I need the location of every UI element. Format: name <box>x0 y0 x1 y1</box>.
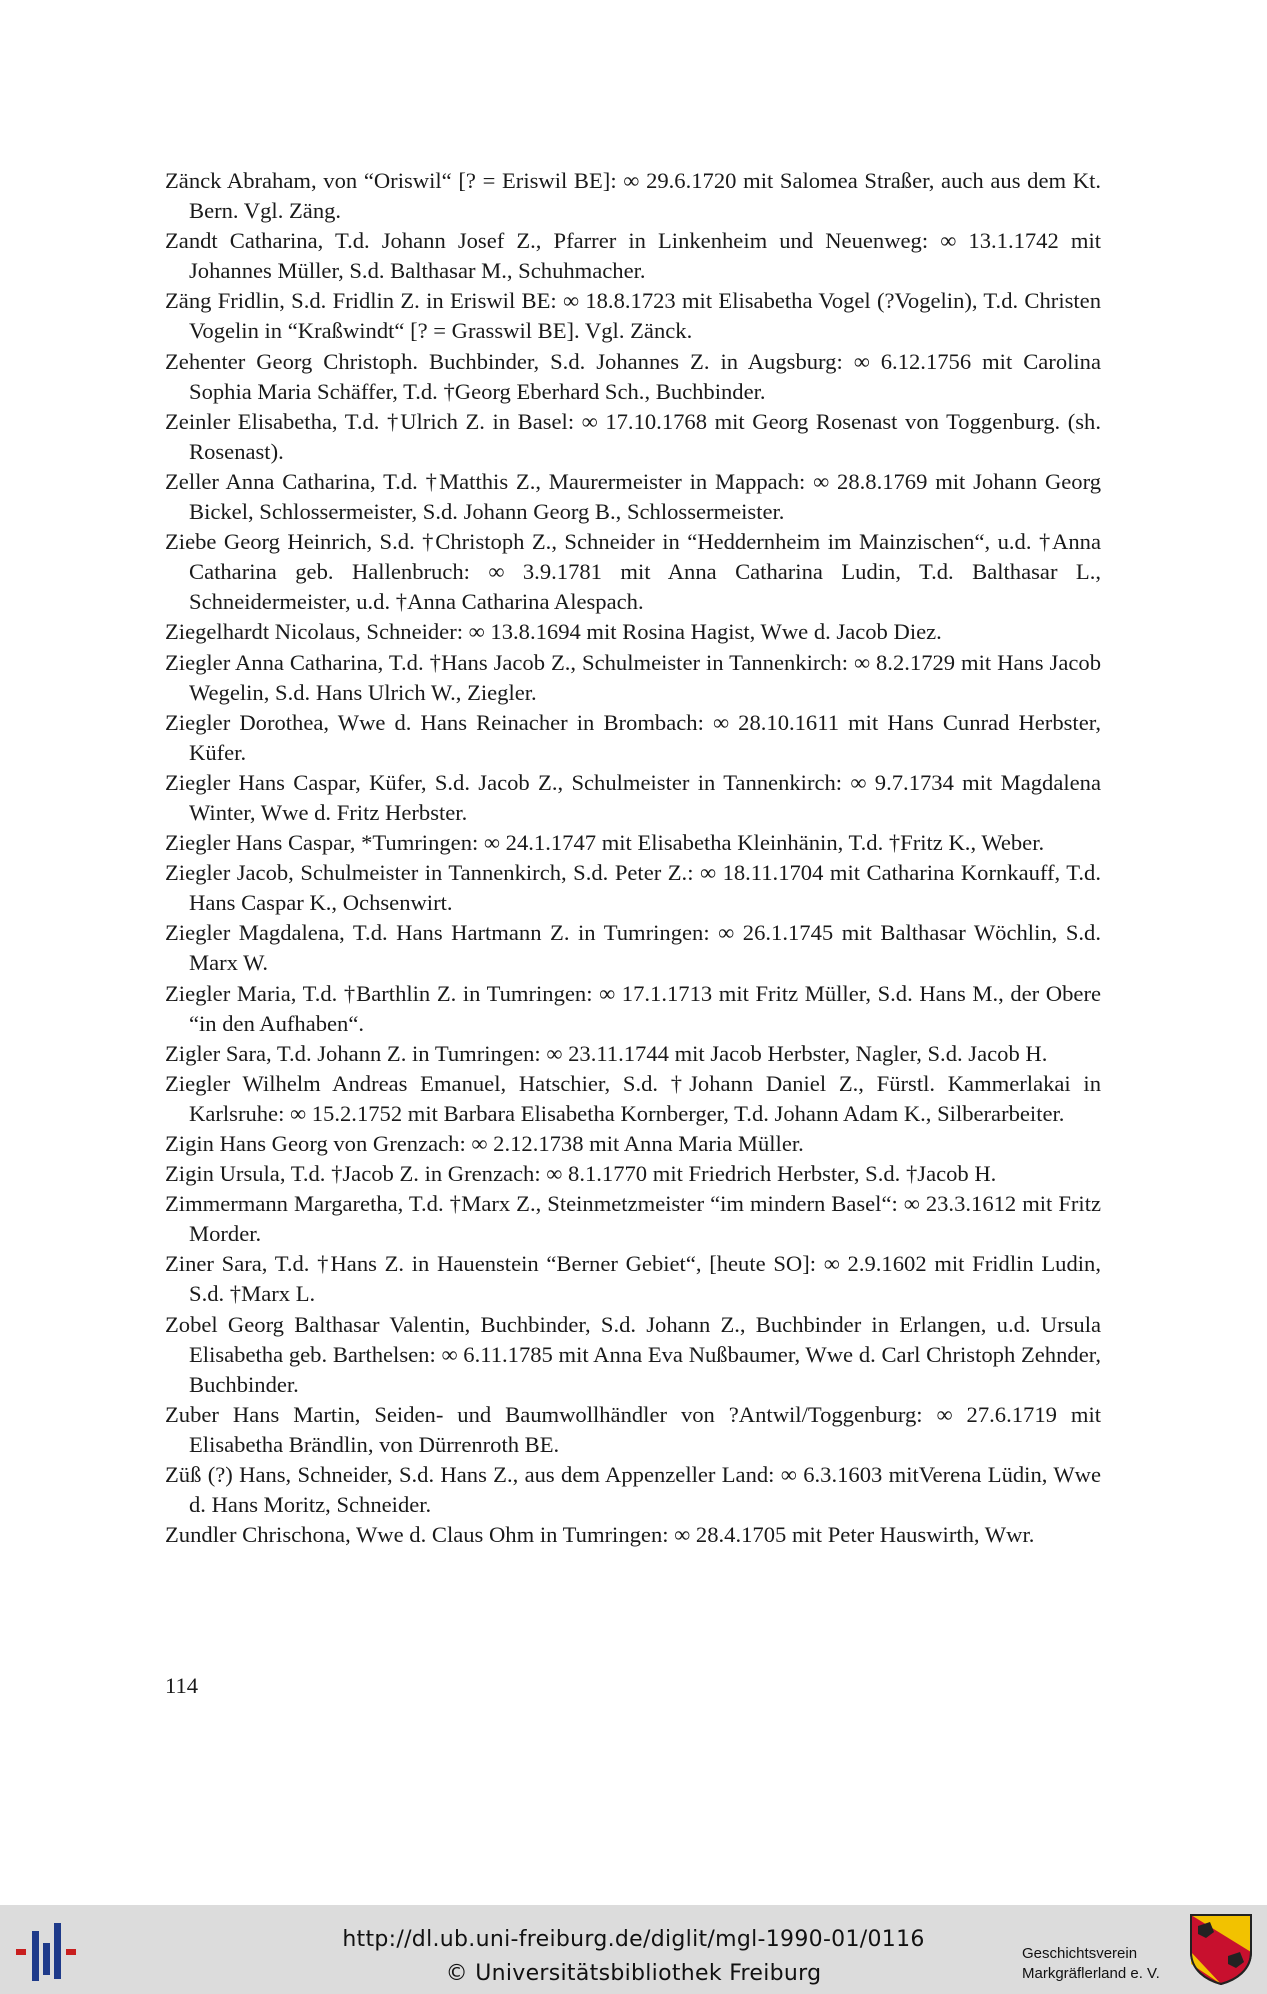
register-entry: Zigler Sara, T.d. Johann Z. in Tumringen: ∞ 23.11.1744 mit Jacob Herbster, Nagler, S.d. Jacob H. <box>165 1040 1048 1066</box>
society-name-line1: Geschichtsverein <box>1022 1945 1138 1962</box>
register-entry: Ziner Sara, T.d. †Hans Z. in Hauenstein “Berner Gebiet“, [heute SO]: ∞ 2.9.1602 mit Fridlin Ludin, S.d. †Marx L. <box>165 1251 1101 1307</box>
society-name-line2: Markgräflerland e. V. <box>1022 1965 1160 1982</box>
register-entry: Ziegler Hans Caspar, Küfer, S.d. Jacob Z., Schulmeister in Tannenkirch: ∞ 9.7.1734 mit Magdalena Winter, Wwe d. Fritz Herbster. <box>165 769 1101 825</box>
copyright-notice: © Universitätsbibliothek Freiburg <box>445 1961 822 1986</box>
register-entry: Ziegler Hans Caspar, *Tumringen: ∞ 24.1.1747 mit Elisabetha Kleinhänin, T.d. †Fritz K., Weber. <box>165 830 1045 856</box>
register-entry: Zeinler Elisabetha, T.d. †Ulrich Z. in Basel: ∞ 17.10.1768 mit Georg Rosenast von Toggenburg. (sh. Rosenast). <box>165 408 1101 464</box>
document-url-link[interactable]: http://dl.ub.uni-freiburg.de/diglit/mgl-1990-01/0116 <box>342 1927 925 1952</box>
document-body <box>165 166 1101 1550</box>
register-entry: Ziegler Maria, T.d. †Barthlin Z. in Tumringen: ∞ 17.1.1713 mit Fritz Müller, S.d. Hans M., der Obere “in den Aufhaben“. <box>165 980 1101 1036</box>
register-entry: Zäng Fridlin, S.d. Fridlin Z. in Eriswil BE: ∞ 18.8.1723 mit Elisabetha Vogel (?Vogelin), T.d. Christen Vogelin in “Kraßwindt“ [? = Grasswil BE]. Vgl. Zänck. <box>165 288 1101 344</box>
register-entry: Ziebe Georg Heinrich, S.d. †Christoph Z., Schneider in “Heddernheim im Mainzischen“, u.d. †Anna Catharina geb. Hallenbruch: ∞ 3.9.1781 mit Anna Catharina Ludin, T.d. Balthasar L., Schneidermeister, u.d. †Anna Catharina Alespach. <box>165 529 1101 615</box>
register-entry: Zundler Chrischona, Wwe d. Claus Ohm in Tumringen: ∞ 28.4.1705 mit Peter Hauswirth, Wwr. <box>165 1522 1035 1548</box>
register-entry: Zeller Anna Catharina, T.d. †Matthis Z., Maurermeister in Mappach: ∞ 28.8.1769 mit Johann Georg Bickel, Schlossermeister, S.d. Johann Georg B., Schlossermeister. <box>165 468 1101 525</box>
coat-of-arms-icon <box>1188 1912 1254 1986</box>
register-entry: Zobel Georg Balthasar Valentin, Buchbinder, S.d. Johann Z., Buchbinder in Erlangen, u.d. Ursula Elisabetha geb. Barthelsen: ∞ 6.11.1785 mit Anna Eva Nußbaumer, Wwe d. Carl Christoph Zehnder, Buchbinder. <box>165 1311 1101 1397</box>
register-entry: Zehenter Georg Christoph. Buchbinder, S.d. Johannes Z. in Augsburg: ∞ 6.12.1756 mit Carolina Sophia Maria Schäffer, T.d. †Georg Eberhard Sch., Buchbinder. <box>165 348 1101 404</box>
register-entry: Zigin Hans Georg von Grenzach: ∞ 2.12.1738 mit Anna Maria Müller. <box>165 1131 804 1156</box>
viewer-footer <box>0 1905 1267 1994</box>
register-entry: Zänck Abraham, von “Oriswil“ [? = Eriswil BE]: ∞ 29.6.1720 mit Salomea Straßer, auch aus dem Kt. Bern. Vgl. Zäng. <box>165 168 1101 224</box>
register-entry: Ziegler Anna Catharina, T.d. †Hans Jacob Z., Schulmeister in Tannenkirch: ∞ 8.2.1729 mit Hans Jacob Wegelin, S.d. Hans Ulrich W., Ziegler. <box>165 649 1101 705</box>
register-entry: Ziegler Wilhelm Andreas Emanuel, Hatschier, S.d. †Johann Daniel Z., Fürstl. Kammerlakai in Karlsruhe: ∞ 15.2.1752 mit Barbara Elisabetha Kornberger, T.d. Johann Adam K., Silberarbeiter. <box>165 1070 1101 1126</box>
register-entry: Zandt Catharina, T.d. Johann Josef Z., Pfarrer in Linkenheim und Neuenweg: ∞ 13.1.1742 mit Johannes Müller, S.d. Balthasar M., Schuhmacher. <box>165 228 1101 284</box>
register-entry: Zigin Ursula, T.d. †Jacob Z. in Grenzach: ∞ 8.1.1770 mit Friedrich Herbster, S.d. †Jacob H. <box>165 1161 997 1187</box>
page-number: 114 <box>165 1673 199 1698</box>
register-entry: Zimmermann Margaretha, T.d. †Marx Z., Steinmetzmeister “im mindern Basel“: ∞ 23.3.1612 mit Fritz Morder. <box>165 1191 1101 1247</box>
register-entry: Zuber Hans Martin, Seiden- und Baumwollhändler von ?Antwil/Toggenburg: ∞ 27.6.1719 mit Elisabetha Brändlin, von Dürrenroth BE. <box>165 1401 1101 1457</box>
register-entry: Ziegler Magdalena, T.d. Hans Hartmann Z. in Tumringen: ∞ 26.1.1745 mit Balthasar Wöchlin, S.d. Marx W. <box>165 920 1101 976</box>
register-entry: Ziegelhardt Nicolaus, Schneider: ∞ 13.8.1694 mit Rosina Hagist, Wwe d. Jacob Diez. <box>165 619 942 645</box>
register-entry: Ziegler Jacob, Schulmeister in Tannenkirch, S.d. Peter Z.: ∞ 18.11.1704 mit Catharina Kornkauff, T.d. Hans Caspar K., Ochsenwirt. <box>165 860 1101 916</box>
register-entry: Züß (?) Hans, Schneider, S.d. Hans Z., aus dem Appenzeller Land: ∞ 6.3.1603 mitVerena Lüdin, Wwe d. Hans Moritz, Schneider. <box>165 1462 1101 1518</box>
society-name <box>1022 1944 1160 1984</box>
register-entry: Ziegler Dorothea, Wwe d. Hans Reinacher in Brombach: ∞ 28.10.1611 mit Hans Cunrad Herbster, Küfer. <box>165 709 1101 765</box>
